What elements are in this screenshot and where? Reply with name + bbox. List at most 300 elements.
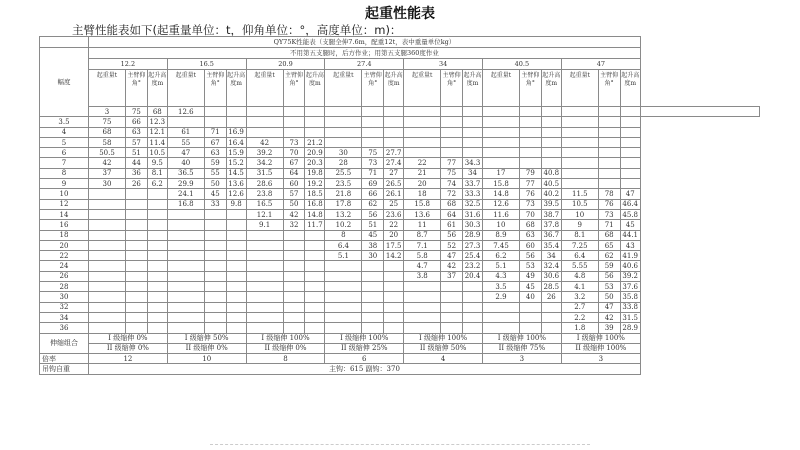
value-cell: 39: [598, 323, 620, 333]
value-cell: [126, 240, 148, 250]
value-cell: [305, 251, 325, 261]
value-cell: 31.5: [620, 312, 640, 322]
value-cell: [283, 312, 305, 322]
value-cell: 19.8: [305, 168, 325, 178]
table-row: [40, 117, 760, 127]
value-cell: [167, 240, 204, 250]
value-cell: 36.5: [167, 168, 204, 178]
value-cell: 42: [441, 261, 463, 271]
table-caption: QY75K性能表（支腿全伸7.6m，配重12t，表中重量单位kg）: [89, 37, 641, 48]
value-cell: 47: [441, 251, 463, 261]
value-cell: [246, 127, 283, 137]
value-cell: 2.2: [561, 312, 598, 322]
value-cell: [462, 148, 482, 158]
value-cell: [147, 282, 167, 292]
value-cell: [325, 117, 362, 127]
value-cell: 75: [362, 148, 384, 158]
value-cell: 22: [384, 220, 404, 230]
column-subheader: 起升高度m: [305, 70, 325, 107]
value-cell: [462, 312, 482, 322]
value-cell: [362, 137, 384, 147]
value-cell: [226, 292, 246, 302]
table-row: [40, 137, 760, 147]
value-cell: 12.6: [482, 199, 519, 209]
value-cell: [384, 312, 404, 322]
crane-performance-table: [39, 36, 760, 375]
value-cell: 32.4: [541, 261, 561, 271]
value-cell: 67: [204, 137, 226, 147]
value-cell: [384, 137, 404, 147]
hook-weight-label: 吊钩自重: [40, 364, 89, 374]
value-cell: 26: [541, 292, 561, 302]
value-cell: 40.2: [541, 189, 561, 199]
value-cell: 3.2: [561, 292, 598, 302]
value-cell: 23.8: [246, 189, 283, 199]
value-cell: [384, 323, 404, 333]
value-cell: [204, 230, 226, 240]
value-cell: 71: [362, 168, 384, 178]
table-row: [40, 230, 760, 240]
value-cell: 18: [404, 189, 441, 199]
value-cell: [204, 117, 226, 127]
value-cell: [126, 251, 148, 261]
value-cell: 34: [462, 168, 482, 178]
value-cell: [519, 137, 541, 147]
value-cell: 36.7: [541, 230, 561, 240]
value-cell: 37.6: [620, 282, 640, 292]
amplitude-cell: 5: [40, 137, 89, 147]
value-cell: 56: [519, 251, 541, 261]
value-cell: [541, 127, 561, 137]
value-cell: 20: [404, 179, 441, 189]
value-cell: 50: [283, 199, 305, 209]
value-cell: 11: [404, 220, 441, 230]
value-cell: 49: [519, 271, 541, 281]
value-cell: [325, 127, 362, 137]
boom-length-header: 40.5: [482, 59, 561, 70]
value-cell: [482, 137, 519, 147]
value-cell: [204, 323, 226, 333]
value-cell: [167, 251, 204, 261]
value-cell: 28.5: [541, 282, 561, 292]
value-cell: [561, 137, 598, 147]
value-cell: [404, 148, 441, 158]
value-cell: [620, 137, 640, 147]
value-cell: [441, 282, 463, 292]
value-cell: 62: [362, 199, 384, 209]
value-cell: 78: [598, 189, 620, 199]
value-cell: 30.3: [462, 220, 482, 230]
value-cell: 37.8: [541, 220, 561, 230]
column-subheader: 起升高度m: [147, 70, 167, 107]
value-cell: 71: [204, 127, 226, 137]
value-cell: 19.2: [305, 179, 325, 189]
value-cell: [541, 117, 561, 127]
value-cell: 7.25: [561, 240, 598, 250]
rate-cell: 6: [325, 354, 404, 364]
value-cell: [598, 117, 620, 127]
boom-length-header: 20.9: [246, 59, 325, 70]
value-cell: [325, 302, 362, 312]
value-cell: [147, 251, 167, 261]
value-cell: 56: [598, 271, 620, 281]
value-cell: [519, 158, 541, 168]
value-cell: 2.7: [561, 302, 598, 312]
amplitude-cell: 16: [40, 220, 89, 230]
value-cell: [204, 292, 226, 302]
value-cell: [561, 127, 598, 137]
value-cell: [226, 271, 246, 281]
value-cell: 60: [283, 179, 305, 189]
combo-cell: I 级缩伸 50%: [167, 333, 246, 343]
value-cell: [362, 107, 384, 117]
value-cell: 6.4: [561, 251, 598, 261]
value-cell: [305, 312, 325, 322]
value-cell: 28.9: [462, 230, 482, 240]
value-cell: [462, 302, 482, 312]
value-cell: [384, 271, 404, 281]
value-cell: [620, 127, 640, 137]
value-cell: 70: [283, 148, 305, 158]
value-cell: [204, 282, 226, 292]
value-cell: 14.8: [482, 189, 519, 199]
value-cell: [620, 158, 640, 168]
column-subheader: 起重量t: [325, 70, 362, 107]
value-cell: [482, 158, 519, 168]
amplitude-cell: 28: [40, 282, 89, 292]
value-cell: [167, 302, 204, 312]
value-cell: [519, 148, 541, 158]
combo-cell: I 级缩伸 0%: [89, 333, 168, 343]
value-cell: 11.6: [482, 209, 519, 219]
value-cell: 9.8: [226, 199, 246, 209]
value-cell: [620, 117, 640, 127]
value-cell: 16.4: [226, 137, 246, 147]
value-cell: [482, 302, 519, 312]
value-cell: [126, 292, 148, 302]
value-cell: 42: [246, 137, 283, 147]
table-row: [40, 107, 760, 117]
value-cell: 61: [441, 220, 463, 230]
value-cell: [462, 292, 482, 302]
value-cell: [89, 240, 126, 250]
value-cell: [89, 209, 126, 219]
value-cell: [462, 107, 482, 117]
rate-cell: 4: [404, 354, 483, 364]
value-cell: [384, 302, 404, 312]
value-cell: 67: [283, 158, 305, 168]
value-cell: 44: [126, 158, 148, 168]
value-cell: 9.5: [147, 158, 167, 168]
value-cell: 5.55: [561, 261, 598, 271]
value-cell: [482, 127, 519, 137]
value-cell: [283, 117, 305, 127]
amplitude-cell: 22: [40, 251, 89, 261]
table-row: [40, 158, 760, 168]
table-row: [40, 261, 760, 271]
value-cell: [384, 292, 404, 302]
value-cell: [246, 312, 283, 322]
value-cell: 6.2: [147, 179, 167, 189]
value-cell: [226, 230, 246, 240]
value-cell: [441, 302, 463, 312]
combo-cell: II 级缩伸 50%: [404, 343, 483, 353]
combo-cell: II 级缩伸 0%: [246, 343, 325, 353]
value-cell: [384, 127, 404, 137]
value-cell: [305, 282, 325, 292]
value-cell: [482, 117, 519, 127]
column-subheader: 起升高度m: [384, 70, 404, 107]
page-title: 起重性能表: [365, 6, 435, 22]
value-cell: [561, 117, 598, 127]
value-cell: [519, 302, 541, 312]
value-cell: [167, 271, 204, 281]
value-cell: 33.3: [462, 189, 482, 199]
value-cell: [325, 323, 362, 333]
value-cell: [167, 282, 204, 292]
value-cell: 26.5: [384, 179, 404, 189]
value-cell: 60: [519, 240, 541, 250]
corner-cell: [40, 37, 89, 48]
value-cell: 57: [283, 189, 305, 199]
amplitude-cell: 3.5: [40, 117, 89, 127]
value-cell: [226, 107, 246, 117]
value-cell: [325, 261, 362, 271]
value-cell: 30: [362, 251, 384, 261]
value-cell: [246, 240, 283, 250]
value-cell: [226, 261, 246, 271]
boom-length-header: 27.4: [325, 59, 404, 70]
value-cell: 63: [126, 127, 148, 137]
column-subheader: 起重量t: [89, 70, 126, 107]
table-row: [40, 209, 760, 219]
value-cell: [246, 251, 283, 261]
value-cell: [305, 107, 325, 117]
value-cell: 47: [598, 302, 620, 312]
column-subheader: 主臂仰角°: [519, 70, 541, 107]
table-row: [40, 127, 760, 137]
column-subheader: 主臂仰角°: [598, 70, 620, 107]
value-cell: [441, 107, 463, 117]
value-cell: [167, 220, 204, 230]
value-cell: 40.6: [620, 261, 640, 271]
boom-length-header: 16.5: [167, 59, 246, 70]
value-cell: 35.8: [620, 292, 640, 302]
combo-cell: II 级缩伸 25%: [325, 343, 404, 353]
value-cell: 66: [362, 189, 384, 199]
value-cell: 53: [598, 282, 620, 292]
value-cell: 15.8: [404, 199, 441, 209]
value-cell: 42: [598, 312, 620, 322]
value-cell: [325, 282, 362, 292]
value-cell: 25.4: [462, 251, 482, 261]
value-cell: 4.3: [482, 271, 519, 281]
value-cell: [362, 292, 384, 302]
value-cell: [561, 107, 598, 117]
value-cell: 12.1: [246, 209, 283, 219]
value-cell: 25.5: [325, 168, 362, 178]
value-cell: 42: [89, 158, 126, 168]
value-cell: 20.3: [305, 158, 325, 168]
value-cell: 59: [204, 158, 226, 168]
value-cell: [519, 312, 541, 322]
table-row: [40, 168, 760, 178]
value-cell: 11.4: [147, 137, 167, 147]
value-cell: 35.4: [541, 240, 561, 250]
rate-cell: 3: [482, 354, 561, 364]
column-subheader: 主臂仰角°: [362, 70, 384, 107]
column-subheader: 起升高度m: [462, 70, 482, 107]
value-cell: [226, 312, 246, 322]
value-cell: [167, 312, 204, 322]
value-cell: 8.1: [561, 230, 598, 240]
value-cell: [283, 240, 305, 250]
value-cell: 53: [519, 261, 541, 271]
amplitude-cell: 8: [40, 168, 89, 178]
value-cell: 42: [283, 209, 305, 219]
value-cell: 21.2: [305, 137, 325, 147]
value-cell: 63: [204, 148, 226, 158]
value-cell: [204, 271, 226, 281]
value-cell: 73: [283, 137, 305, 147]
value-cell: [541, 312, 561, 322]
table-row: [40, 240, 760, 250]
value-cell: 55: [204, 168, 226, 178]
value-cell: 4.1: [561, 282, 598, 292]
value-cell: 5.8: [404, 251, 441, 261]
amplitude-cell: 10: [40, 189, 89, 199]
value-cell: [283, 107, 305, 117]
value-cell: 16.5: [246, 199, 283, 209]
value-cell: [246, 271, 283, 281]
value-cell: 8.7: [404, 230, 441, 240]
value-cell: [482, 148, 519, 158]
value-cell: 64: [283, 168, 305, 178]
value-cell: [541, 302, 561, 312]
value-cell: [283, 292, 305, 302]
value-cell: [305, 127, 325, 137]
value-cell: [246, 107, 283, 117]
column-subheader: 主臂仰角°: [204, 70, 226, 107]
value-cell: [204, 312, 226, 322]
value-cell: 2.9: [482, 292, 519, 302]
value-cell: [462, 137, 482, 147]
value-cell: [441, 137, 463, 147]
value-cell: 11.7: [305, 220, 325, 230]
value-cell: [147, 220, 167, 230]
amplitude-cell: 14: [40, 209, 89, 219]
value-cell: 70: [519, 209, 541, 219]
value-cell: [89, 323, 126, 333]
value-cell: 21.8: [325, 189, 362, 199]
value-cell: 32.5: [462, 199, 482, 209]
amplitude-cell: 26: [40, 271, 89, 281]
column-subheader: 起重量t: [561, 70, 598, 107]
value-cell: 27.3: [462, 240, 482, 250]
amplitude-cell: 9: [40, 179, 89, 189]
value-cell: 76: [598, 199, 620, 209]
column-subheader: 起升高度m: [541, 70, 561, 107]
value-cell: [462, 282, 482, 292]
value-cell: 28: [325, 158, 362, 168]
value-cell: 73: [362, 158, 384, 168]
value-cell: 39.2: [620, 271, 640, 281]
value-cell: [147, 261, 167, 271]
value-cell: [441, 312, 463, 322]
combo-cell: I 级缩伸 100%: [561, 333, 640, 343]
value-cell: 69: [362, 179, 384, 189]
value-cell: 10.5: [561, 199, 598, 209]
table-row: [40, 189, 760, 199]
value-cell: 45: [204, 189, 226, 199]
value-cell: [147, 302, 167, 312]
value-cell: [404, 323, 441, 333]
value-cell: [598, 107, 620, 117]
value-cell: 68: [147, 107, 167, 117]
value-cell: [305, 323, 325, 333]
value-cell: [167, 209, 204, 219]
boom-length-header: 47: [561, 59, 640, 70]
value-cell: 14.8: [305, 209, 325, 219]
value-cell: 31.5: [246, 168, 283, 178]
value-cell: [362, 323, 384, 333]
value-cell: 57: [126, 137, 148, 147]
value-cell: 45: [519, 282, 541, 292]
value-cell: [147, 323, 167, 333]
value-cell: [404, 282, 441, 292]
value-cell: [204, 240, 226, 250]
value-cell: 16.8: [167, 199, 204, 209]
value-cell: 58: [89, 137, 126, 147]
boom-length-header: 12.2: [89, 59, 168, 70]
value-cell: [541, 107, 561, 117]
hook-weight-value: 主钩：615 副钩：370: [89, 364, 641, 374]
value-cell: 7.1: [404, 240, 441, 250]
value-cell: [404, 117, 441, 127]
value-cell: [204, 251, 226, 261]
value-cell: [482, 323, 519, 333]
amplitude-cell: 4: [40, 127, 89, 137]
value-cell: [126, 199, 148, 209]
value-cell: [204, 261, 226, 271]
value-cell: 72: [441, 189, 463, 199]
value-cell: 62: [598, 251, 620, 261]
value-cell: [404, 107, 441, 117]
value-cell: 20: [384, 230, 404, 240]
value-cell: [89, 189, 126, 199]
column-subheader: 起重量t: [167, 70, 204, 107]
combo-cell: II 级缩伸 100%: [561, 343, 640, 353]
rate-cell: 12: [89, 354, 168, 364]
value-cell: 5.1: [482, 261, 519, 271]
column-subheader: 起重量t: [404, 70, 441, 107]
telescoping-combo-label: 伸缩组合: [40, 333, 89, 354]
table-row: [40, 220, 760, 230]
value-cell: 1.8: [561, 323, 598, 333]
value-cell: [126, 271, 148, 281]
value-cell: 37: [89, 168, 126, 178]
value-cell: 51: [126, 148, 148, 158]
value-cell: [147, 292, 167, 302]
combo-cell: I 级缩伸 100%: [246, 333, 325, 343]
value-cell: 74: [441, 179, 463, 189]
value-cell: [620, 148, 640, 158]
value-cell: 68: [89, 127, 126, 137]
value-cell: [283, 251, 305, 261]
value-cell: [283, 261, 305, 271]
value-cell: [305, 271, 325, 281]
value-cell: [167, 117, 204, 127]
